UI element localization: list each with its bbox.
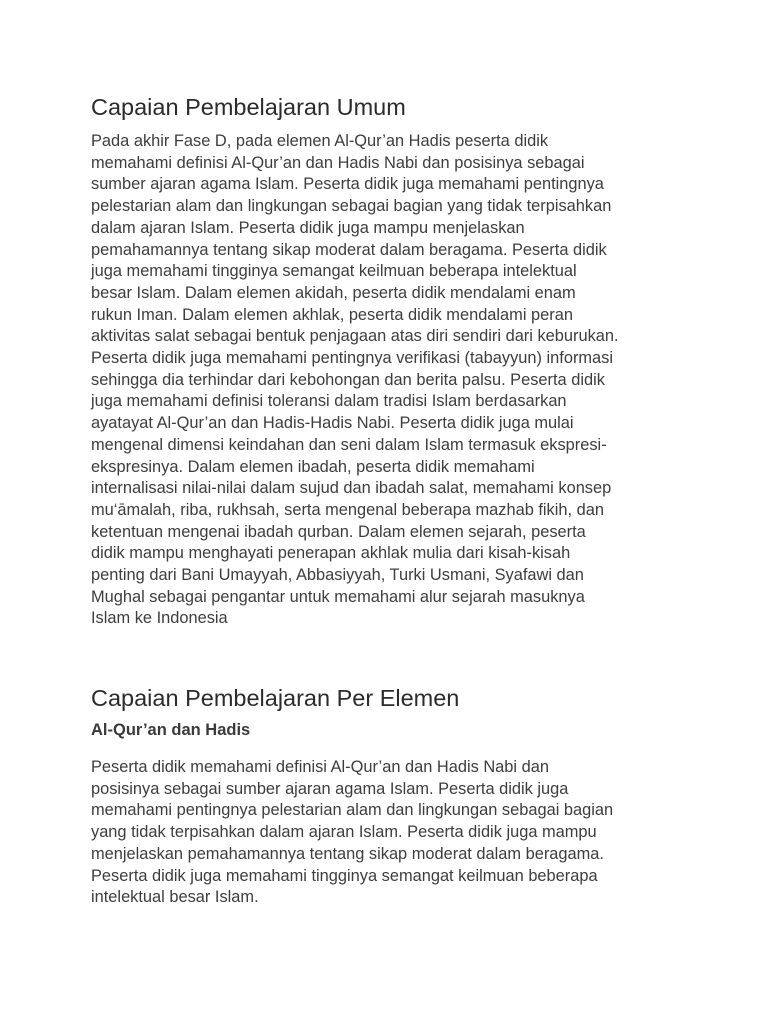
text-line: pemahamannya tentang sikap moderat dalam beragama. Peserta didik — [91, 240, 607, 259]
text-line: menjelaskan pemahamannya tentang sikap moderat dalam beragama. — [91, 844, 604, 863]
text-line: memahami pentingnya pelestarian alam dan lingkungan sebagai bagian — [91, 801, 614, 820]
text-line: Mughal sebagai pengantar untuk memahami alur sejarah masuknya — [91, 587, 585, 606]
section-title-umum: Capaian Pembelajaran Umum — [91, 94, 406, 120]
text-line: dalam ajaran Islam. Peserta didik juga mampu menjelaskan — [91, 218, 525, 237]
text-line: Peserta didik juga memahami pentingnya verifikasi (tabayyun) informasi — [91, 349, 614, 368]
text-line: sumber ajaran agama Islam. Peserta didik juga memahami pentingnya — [91, 175, 604, 194]
text-line: Pada akhir Fase D, pada elemen Al-Qur’an Hadis peserta didik — [91, 132, 549, 150]
text-line: didik mampu menghayati penerapan akhlak mulia dari kisah-kisah — [91, 544, 571, 563]
text-line: pelestarian alam dan lingkungan sebagai bagian yang tidak terpisahkan — [91, 197, 612, 216]
text-line: Peserta didik juga memahami tingginya semangat keilmuan beberapa — [91, 866, 598, 885]
section-title-per-elemen: Capaian Pembelajaran Per Elemen — [91, 685, 460, 711]
text-line: posisinya sebagai sumber ajaran agama Islam. Peserta didik juga — [91, 779, 569, 798]
text-line: juga memahami definisi toleransi dalam tradisi Islam berdasarkan — [91, 392, 567, 411]
text-line: memahami definisi Al-Qur’an dan Hadis Nabi dan posisinya sebagai — [91, 153, 585, 172]
text-line: Islam ke Indonesia — [91, 609, 228, 628]
text-line: mu‘āmalah, riba, rukhsah, serta mengenal beberapa mazhab fikih, dan — [91, 500, 604, 519]
text-line: juga memahami tingginya semangat keilmuan beberapa intelektual — [91, 262, 577, 281]
paragraph-umum — [91, 131, 681, 630]
text-line: ekspresinya. Dalam elemen ibadah, peserta didik memahami — [91, 457, 535, 476]
text-line: rukun Iman. Dalam elemen akhlak, peserta didik mendalami peran — [91, 305, 573, 324]
text-line: intelektual besar Islam. — [91, 888, 259, 907]
text-line: aktivitas salat sebagai bentuk penjagaan atas diri sendiri dari keburukan. — [91, 327, 619, 346]
text-line: yang tidak terpisahkan dalam ajaran Islam. Peserta didik juga mampu — [91, 823, 597, 842]
subsection-title-alquran-hadis: Al-Qur’an dan Hadis — [91, 721, 251, 739]
paragraph-alquran-hadis — [91, 757, 681, 909]
text-line: internalisasi nilai-nilai dalam sujud dan ibadah salat, memahami konsep — [91, 479, 612, 498]
text-line: ketentuan mengenai ibadah qurban. Dalam elemen sejarah, peserta — [91, 522, 586, 541]
text-line: mengenal dimensi keindahan dan seni dalam Islam termasuk ekspresi- — [91, 435, 607, 454]
text-line: sehingga dia terhindar dari kebohongan dan berita palsu. Peserta didik — [91, 370, 605, 389]
text-line: besar Islam. Dalam elemen akidah, peserta didik mendalami enam — [91, 283, 576, 302]
text-line: Peserta didik memahami definisi Al-Qur’an dan Hadis Nabi dan — [91, 758, 549, 776]
text-line: penting dari Bani Umayyah, Abbasiyyah, Turki Usmani, Syafawi dan — [91, 566, 584, 585]
text-line: ayatayat Al-Qur’an dan Hadis-Hadis Nabi. Peserta didik juga mulai — [91, 414, 574, 433]
